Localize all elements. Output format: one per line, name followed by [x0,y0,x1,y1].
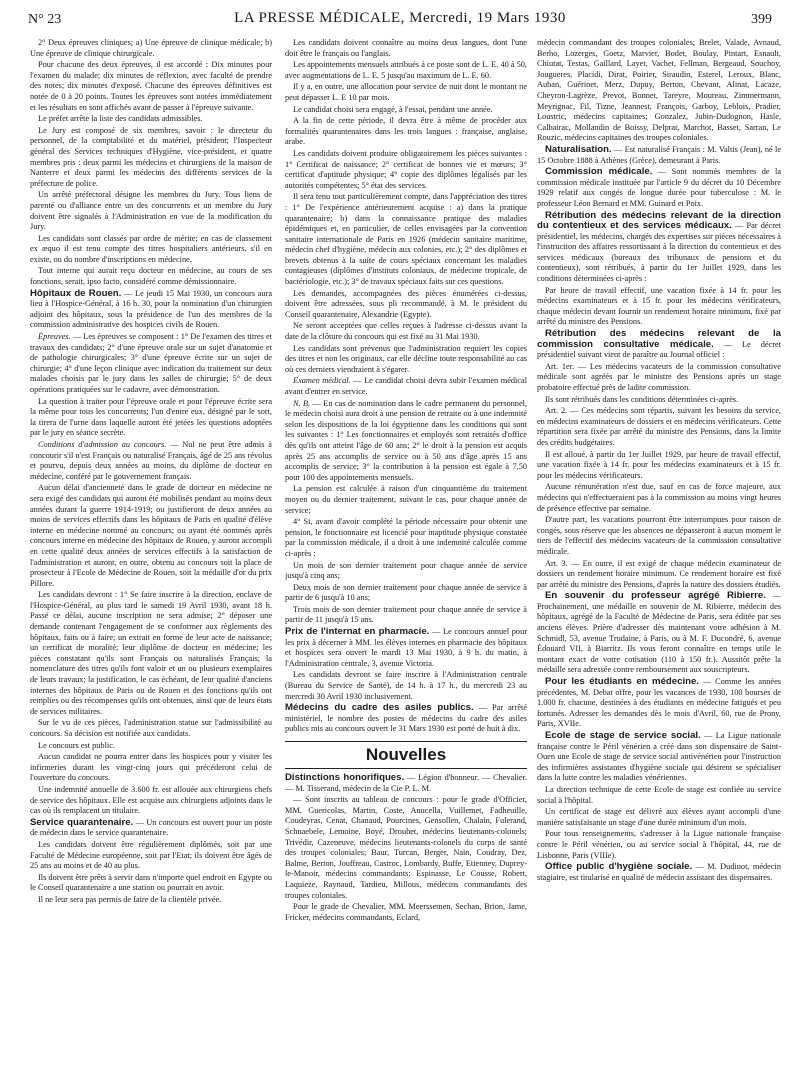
paragraph: Il y a, en outre, une allocation pour service de nuit dont le montant ne peut dépasser L. E 10 par mois. [285,82,527,102]
inline-label: Épreuves. [38,332,71,342]
paragraph: Le préfet arrête la liste des candidats admissibles. [38,114,203,124]
paragraph: Les candidats doivent connaître au moins deux langues, dont l'une doit être le français ou l'anglais. [285,38,527,58]
inline-label: Conditions d'admission au concours. [38,439,167,449]
paragraph: La question à traiter pour l'épreuve orale et pour l'épreuve écrite sera la même pour tous les concurrents; l'un d'entre eux, désigné par le sort, la tirera de l'urne dans laquelle auront été jetées les questions adoptées par le jury en séance secrète. [30,396,272,438]
paragraph: Trois mois de son dernier traitement pour chaque année de service à partir de 11 jusqu'à 15 ans. [285,604,527,625]
paragraph [285,376,527,397]
column-2 [285,38,527,1070]
article-text: — Comme les années précédentes, M. Debat offre, pour les vacances de 1930, 100 bourses de 1.000 fr. chacune, destinées à des étudiants en médecine fatigués et peu fortunés. Adresser les demandes dès le mois d'Avril, 60, rue de Prony, Paris, XVIIe. [537,677,781,729]
article-title: Rétribution des médecins relevant de la direction du contentieux et des services médicaux. [537,209,781,232]
paragraph: Le candidat choisi sera engagé, à l'essai, pendant une année. [293,104,493,114]
inline-label: Examen médical. [293,376,351,386]
article-retribution-commission [537,329,781,361]
article-text: — Le jeudi 15 Mai 1930, un concours aura lieu à l'Hospice-Général, à 16 h. 30, pour la nomination d'un chirurgien adjoint des hôpitaux, sous la présidence de l'un des membres de la commission administrative des hospices civils de Rouen. [30,288,272,330]
paragraph: Il sera tenu tout particulièrement compte, dans l'appréciation des titres : 1° De l'expérience antérieurement acquise : a) dans la pratique quarantenaire; b) dans la connaissance pratique des maladies épidémiques et, en particulier, de celles envisagées par la convention sanitaire internationale de Paris en 1926 (médecin sanitaire maritime, médecin chef d'hygiène, médecin aux colonies, etc.); 2° des diplômes et brevets obtenus à la suite de cours spéciaux concernant les maladies contagieuses (diplômes d'instituts coloniaux, de médecine tropicale, de bactériologie, etc.); 3° de travaux spéciaux faits sur ces questions. [285,192,527,287]
paragraph: Aucune rémunération n'est due, sauf en cas de force majeure, aux médecins qui n'effectueraient pas à la commission au moins vingt heures de présence effective par semaine. [537,482,781,513]
paragraph: Sur le vu de ces pièces, l'administration statue sur l'admissibilité au concours. Sa décision est notifiée aux candidats. [30,718,272,738]
article-title: Prix de l'internat en pharmacie. [285,626,430,638]
article-distinctions [285,773,527,794]
paragraph: D'autre part, les vacations pourront être interrompues pour raison de congés, sous réserve que les absences ne dépasseront à aucun moment le tiers de l'effectif des médecins vacateurs de la commission consultative médicale. [537,515,781,556]
paragraph: Art. 2. — Ces médecins sont répartis, suivant les besoins du service, en médecins examinateurs de dossiers et en médecins vérificateurs. Cette répartition sera fixée par arrêté du ministre des Pensions, dans la limite des crédits budgétaires. [537,406,781,447]
paragraph: Deux mois de son dernier traitement pour chaque année de service à partir de 6 jusqu'à 10 ans; [285,582,527,603]
paragraph: Pour le grade de Chevalier, MM. Meerssemen, Sechan, Brion, Jame, Fricker, médecins commandants, Eclard, [285,902,527,922]
article-text: — Prochainement, une médaille en souvenir de M. Ribierre, médecin des hôpitaux, agrégé de la Faculté de Médecine de Paris, sera éditée par ses anciens élèves. Prière d'adresser dès maintenant votre adhésion à M. Schmidl, 53, avenue Trudaine, à Paris, ou à M. F. Ducondré, 6, avenue Édouard VII, à Biarritz. Ils vous feront connaître en temps utile le montant exact de votre cotisation (110 à 150 fr.). Aussitôt prête la médaille sera adressée contre remboursement aux souscripteurs. [537,591,781,675]
paragraph-text: — Les épreuves se composent : 1° De l'examen des titres et travaux des candidats; 2° d'une épreuve orale sur un sujet d'anatomie et de pathologie chirurgicales; 3° d'une épreuve écrite sur un sujet de chirurgie; 4° d'une leçon clinique avec indication du traitement sur deux malades choisis par le jury dans les salles de chirurgie; 5° de deux opérations pratiquées sur le cadavre, avec démonstration. [30,332,272,394]
article-title: Service quarantenaire. [30,816,134,828]
paragraph: Aucun délai d'ancienneté dans le grade de docteur en médecine ne sera exigé des candidats qui auront été mobilisés pendant au moins deux années durant la guerre 1914-1919; ou justifieront de deux années au moins de services effectifs dans les hôpitaux de Paris en qualité d'élève interne en médecine nommé au concours; ou ayant été nommés après concours interne en médecine des hôpitaux de Rouen, y auront accompli en cette qualité deux années de services effectifs à la satisfaction de l'administration et auront, en outre, obtenu au concours soit la place de prosecteur à l'Ecole de Médecine de Rouen, soit la médaille d'or du prix Pillore. [30,483,272,588]
page-number: 399 [751,12,772,27]
paragraph: — Sont inscrits au tableau de concours : pour le grade d'Officier, MM. Guericolas, Martin, Coste, Anucella, Vuillemet, Fadheuille, Coudeyras, Cenat, Chanaud, Pourcines, Gensollen, Chalain, Fulerand, Schnaebele, Lemoine, Boyé, Drouhet, médecins lieutenants-colonels; Trivédir, Cazeneuve, médecins lieutenants-colonels du corps de santé des troupes coloniales; Baur, Turcan, Berger, Nain, Coudray, Dez, Balme, Berton, Jouffreau, Castroc, Lombardy, Buffe, Etienney, Duprey-le-Manoir, médecins commandants: Espinasse, Le Cousse, Robert, Laquieze, Raynaud, Tardieu, Millous, médecins commandants des troupes coloniales. [285,795,527,900]
article-title: Médecins du cadre des asiles publics. [285,702,474,714]
article-title: Ecole de stage de service social. [545,730,701,741]
paragraph: A la fin de cette période, il devra être à même de procéder aux formalités quarantenaires dans les trois langues : française, anglaise, arabe. [285,116,527,147]
issue-number: N° 23 [28,12,62,27]
article-text: — Le concours annuel pour les prix à décerner à MM. les élèves internes en pharmacie des hôpitaux et hospices sera ouvert le mardi 13 Mai 1930, à 9 h. du matin, à l'Administration centrale, 3, avenue Victoria. [285,627,527,668]
paragraph: Aucun candidat ne pourra entrer dans les hospices pour y visiter les infirmeries durant les vingt-cinq jours qui précéderont celui de l'ouverture du concours. [30,752,272,783]
paragraph: Un mois de son dernier traitement pour chaque année de service jusqu'à cinq ans; [285,560,527,581]
column-1 [30,38,272,1070]
article-title: Rétribution des médecins relevant de la commission consultative médicale. [537,328,781,350]
article-rouen [30,289,272,331]
paragraph-text: — Le candidat choisi devra subir l'examen médical avant d'entrer en service. [285,376,527,396]
article-internat [285,627,527,669]
paragraph: Un certificat de stage est délivré aux élèves ayant accompli d'une manière satisfaisante un stage d'une durée minimum d'un mois. [537,807,781,827]
paragraph: La pension est calculée à raison d'un cinquantième du traitement moyen ou du dernier traitement, suivant le cas, pour chaque année de service; [285,484,527,515]
paragraph [30,440,272,482]
paragraph: Les demandes, accompagnées des pièces énumérées ci-dessus, doivent être adressées, sous pli recommandé, à M. le président du Conseil quarantenaire, Alexandrie (Egypte). [285,288,527,319]
paragraph: Les candidats sont prévenus que l'administration requiert les copies des titres et non les originaux, car elle décline toute responsabilité au cas où ces derniers viendraient à s'égarer. [285,343,527,374]
paragraph: Tout interne qui aurait reçu docteur en médecine, au cours de ses fonctions, serait, ipso facto, considéré comme démissionnaire. [30,266,272,287]
page-header [28,10,772,34]
paragraph: Les appointements mensuels attribués à ce poste sont de L. E. 40 à 50, avec augmentations de L. E. 5 jusqu'au maximum de L. E. 60. [285,60,527,80]
paragraph: 2° Deux épreuves cliniques; a) Une épreuve de clinique médicale; b) Une épreuve de clinique chirurgicale. [30,38,272,58]
article-title: Distinctions honorifiques. [285,772,405,783]
article-text: — Par arrêté ministériel, le nombre des postes de médecins du cadre des asiles publics mis au concours ouvert le 31 Mars 1930 est porté de huit à dix. [285,703,527,734]
paragraph: Ils sont rétribués dans les conditions déterminées ci-après. [545,394,739,404]
paragraph [30,332,272,396]
article-asiles [285,703,527,735]
paragraph: Les candidats doivent être régulièrement diplômés, soit par une Faculté de Médecine européenne, soit par l'Etat; ils doivent être âgés de 25 ans au moins et de 40 au plus. [30,839,272,871]
paragraph: La direction technique de cette Ecole de stage est confiée au service social à l'hôpital. [537,784,781,805]
article-title: Office public d'hygiène sociale. [545,861,693,873]
article-text: — La Ligue nationale française contre le Péril vénérien a créé dans son dispensaire de Saint-Ouen une Ecole de stage de service social antivénérien pour l'instruction des infirmières assistantes d'hygiène sociale qui désirent se spécialiser dans la lutte contre les maladies vénériennes. [537,731,781,783]
paragraph-text: — Nul ne peut être admis à concourir s'il n'est Français ou naturalisé Français, âgé de 25 ans révolus et pourvu, depuis deux années au moins, du diplôme de docteur en médecine, conféré par le gouvernement français. [30,439,272,481]
article-text: — Par décret présidentiel, les médecins, chargés des expertises sur pièces nécessaires à l'instruction des affaires ressortissant à la direction du contentieux et des services médicaux (bureaux des tribunaux de pensions et du contentieux), sont rétribués, à partir du 1er Juillet 1929, dans les conditions déterminées ci-après : [537,221,781,284]
paragraph: Pour tous renseignements, s'adresser à la Ligue nationale française contre le Péril vénérien, ou au service social à l'hôpital, 44, rue de Lisbonne, Paris (VIIIe). [537,829,781,860]
article-commission [537,167,781,209]
paragraph: médecin commandant des troupes coloniales; Brelet, Valade, Avnaud, Berho, Lozerges, Goetz, Marvier, Bodet, Boulay, Pintart, Esnault, Chiutat, Testas, Gaillard, Layet, Vachet, Fellman, Bergeaud, Souchoy, Jougueres, Placidi, Dirat, Poirier, Siraudin, Esterel, Leroux, Blanc, Auban, Guérinet, Merz, Dupuy, Berton, Chevant, Alinat, Lacaze, Cheyron-Lagrèze, Prevot, Bonnet, Tareyre, Moureau, Zimmermann, Meyrignac, Fil, Tizne, Jeannest, François, Garboy, Leblois, Pradier, Loustric, médecins capitaines; Gonzalez, Jubin-Dudognon, Hasle, Calbairac, Mollandin de Boissy, Delprat, Marchot, Basset, Sarran, Le Rouzic, médecins capitaines des troupes coloniales. [537,38,781,143]
paragraph: Un arrêté préfectoral désigne les membres du Jury. Tous liens de parenté ou d'alliance entre un des concurrents et un membre du Jury doivent être signalés à l'Administration en vue de la modification du Jury. [30,190,272,232]
article-text: — Le décret présidentiel suivant vient de paraître au Journal officiel : [537,339,781,360]
article-text: — Un concours est ouvert pour un poste de médecin dans le service quarantenaire. [30,817,272,838]
article-text: — Est naturalisé Français : M. Valtis (Jean), né le 15 Octobre 1888 à Athènes (Grèce), demeurant à Paris. [537,144,781,165]
paragraph: Par heure de travail effectif, une vacation fixée à 14 fr. pour les médecins examinateurs et à 15 fr. pour les médecins vérificateurs, chaque médecin devant fournir un rendement horaire minimum, fixé par arrêté du ministre des Pensions. [537,285,781,327]
article-text: — Légion d'honneur. — Chevalier. — M. Tisserand, médecin de la Cie P. L. M. [285,773,527,793]
paragraph: Art. 3. — En outre, il est exigé de chaque médecin examinateur de dossiers un rendement horaire minimum. Ce rendement horaire est fixé par arrêté du ministre des Pensions, d'après la nature des dossiers étudiés. [537,558,781,589]
article-ecole-stage [537,731,781,784]
paragraph: Ils doivent être prêts à servir dans n'importe quel endroit en Egypte ou le Conseil quarantenaire a une station ou pourrait en avoir. [30,872,272,893]
paragraph: Une indemnité annuelle de 3.600 fr. est allouée aux chirurgiens chefs de service des hôpitaux. Elle est acquise aux chirurgiens adjoints dans le cas où ils remplacent un titulaire. [30,784,272,816]
article-quarantenaire [30,818,272,839]
article-etudiants [537,677,781,730]
article-text: — M. Dudinot, médecin stagiaire, est titularisé en qualité de médecin assistant des dispensaires. [537,862,781,882]
paragraph: Les candidats devront se faire inscrire à l'Administration centrale (Bureau du Service de Santé), de 14 h. à 17 h., du mercredi 23 au mercredi 30 Avril 1930 inclusivement. [285,670,527,701]
paragraph: Il est alloué, à partir du 1er Juillet 1929, par heure de travail effectif, une vacation fixée à 14 fr. pour les médecins examinateurs et à 15 fr. pour les médecins vérificateurs. [537,449,781,480]
article-text: — Sont nommés membres de la commission médicale instituée par l'article 9 du décret du 10 Décembre 1929 relatif aux congés de longue durée pour tuberculose : M. le professeur Léon Bernard et MM. Guinard et Poix. [537,167,781,208]
paragraph: Le concours est public. [38,740,115,750]
paragraph: Ne seront acceptées que celles reçues à l'adresse ci-dessus avant la date de la clôture du concours qui est fixé au 31 Mai 1930. [285,321,527,342]
paragraph: Les candidats devront : 1° Se faire inscrire à la direction, enclave de l'Hospice-Général, au plus tard le samedi 19 Avril 1930, avant 18 h. Passé ce délai, aucune inscription ne sera admise; 2° déposer une demande contenant l'engagement de se conformer aux règlements des hôpitaux, faits ou à faire; un extrait en forme de leur acte de naissance; un certificat de moralité; leur diplôme de docteur en médecine; les pièces constatant qu'ils sont Français ou naturalisés Français; la nomenclature des titres qu'ils font valoir et un ou plusieurs exemplaires de leurs travaux; la justification, le cas échéant, de leur qualité d'anciens internes des hôpitaux de Paris ou de Rouen et des fonctions qu'ils ont remplies ou des récompenses qu'ils ont obtenues, ainsi que de leurs états de services militaires. [30,590,272,716]
journal-title: LA PRESSE MÉDICALE, Mercredi, 19 Mars 1930 [234,10,566,26]
paragraph: 4° Si, avant d'avoir complété la période nécessaire pour obtenir une pension, le fonctionnaire est licencié pour inaptitude physique constatée par la commission médicale, il a droit à une indemnité calculée comme ci-après : [285,517,527,558]
column-3 [537,38,781,1070]
article-title: Naturalisation. [545,143,612,155]
article-title: Commission médicale. [545,166,653,178]
paragraph: Il ne leur sera pas permis de faire de la clientèle privée. [38,894,222,904]
paragraph: Le Jury est composé de six membres, savoir : le directeur du personnel, de la comptabilité et du matériel, président; l'Inspecteur général des Services techniques d'Hygiène, vice-président, et quatre membres pris : deux parmi les médecins et chirurgiens de la maison de Nanterre et deux parmi les médecins des différents services de la préfecture de police. [30,125,272,188]
article-retribution-contentieux [537,211,781,285]
article-ribierre [537,591,781,676]
inline-label: N. B. [293,398,311,408]
paragraph: Les candidats doivent produire obligatoirement les pièces suivantes : 1° Certificat de naissance; 2° certificat de bonnes vie et mœurs; 3° certificat d'aptitude physique; 4° copie des diplômes légalisés par les autorités compétentes; 5° état des services. [285,148,527,190]
article-naturalisation [537,145,781,166]
article-title: Pour les étudiants en médecine. [545,676,699,688]
article-office-hygiene [537,862,781,883]
paragraph: Les candidats sont classés par ordre de mérite; en cas de classement ex æquo il est tenu compte des titres hospitaliers antérieurs, s'il en existe, ou du nombre d'inscriptions en médecine. [30,233,272,264]
section-banner-nouvelles: Nouvelles [285,741,527,769]
paragraph: Art. 1er. — Les médecins vacateurs de la commission consultative médicale sont agréés par le ministre des Pensions après un stage probatoire effectué près de ladite commission. [537,361,781,392]
paragraph-text: — En cas de nomination dans le cadre permanent du personnel, le médecin choisi aura droit à une pension de retraite ou à une indemnité selon les dispositions de la loi égyptienne dans les conditions qui sont les suivantes : 1° Les fonctionnaires et employés sont retraités d'office dès qu'ils ont atteint l'âge de 60 ans; 2° le droit à la pension est acquis après 25 ans accomplis de service ou à 50 ans d'âge après 15 ans accomplis de service; 3° la contribution à la pension est égale à 7,50 pour 100 des appointements mensuels. [285,398,527,482]
article-title: En souvenir du professeur agrégé Ribierre. [545,590,766,602]
paragraph: Pour chacune des deux épreuves, il est accordé : Dix minutes pour l'examen du malade; dix minutes de réflexion, avec faculté de prendre des notes; dix minutes d'exposé. Chacune des épreuves définitives est notée de 0 à 20 points. Toutes les épreuves sont notées immédiatement et les résultats en sont affichés avant de passer à l'épreuve suivante. [30,60,272,112]
article-title: Hôpitaux de Rouen. [30,287,122,299]
paragraph [285,399,527,484]
